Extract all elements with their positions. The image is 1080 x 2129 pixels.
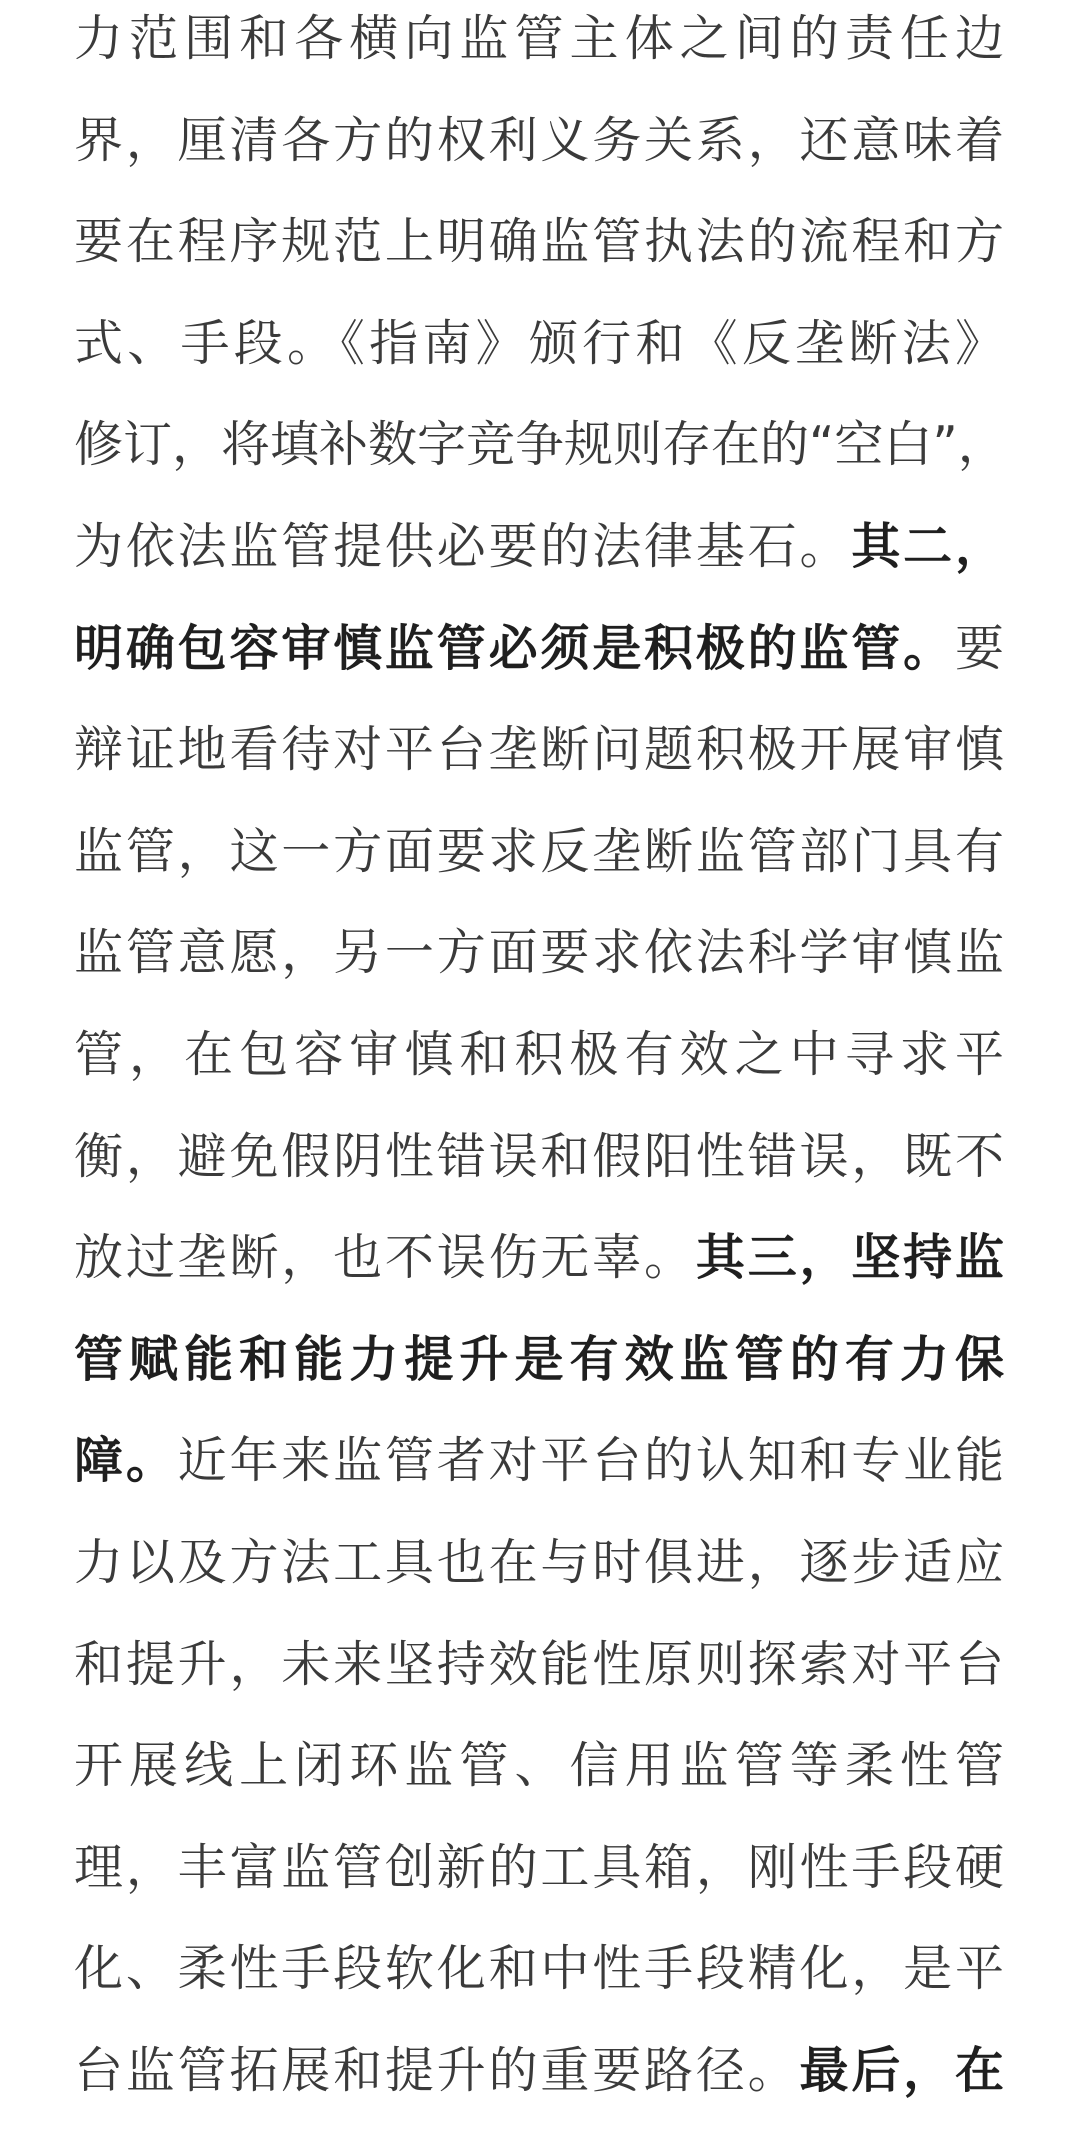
text-segment: 力范围和各横向监管主体之间的责任边 — [74, 10, 1004, 67]
bold-text-segment: 障。 — [74, 1432, 178, 1490]
text-line — [74, 1106, 1004, 1208]
text-segment: 理，丰富监管创新的工具箱，刚性手段硬 — [74, 1838, 1004, 1896]
text-line — [74, 902, 1004, 1004]
text-segment: 辩证地看待对平台垄断问题积极开展审慎 — [74, 721, 1004, 779]
text-line — [74, 1918, 1004, 2020]
text-segment: 放过垄断，也不误伤无辜。 — [74, 1229, 696, 1287]
text-line — [74, 1512, 1004, 1614]
text-line — [74, 1004, 1004, 1106]
text-segment: 为依法监管提供必要的法律基石。 — [74, 518, 852, 575]
text-line — [74, 598, 1004, 700]
text-segment: 要在程序规范上明确监管执法的流程和方 — [74, 213, 1004, 271]
bold-text-segment: 其二， — [851, 518, 1004, 575]
text-line — [74, 293, 1004, 395]
text-segment: 力以及方法工具也在与时俱进，逐步适应 — [74, 1534, 1004, 1591]
text-line — [74, 1715, 1004, 1817]
bold-text-segment: 其三，坚持监 — [695, 1229, 1004, 1287]
text-segment: 和提升，未来坚持效能性原则探索对平台 — [74, 1635, 1004, 1693]
text-segment: 式、手段。《指南》颁行和《反垄断法》 — [74, 314, 1004, 372]
text-line — [74, 496, 1004, 598]
text-line — [74, 699, 1004, 801]
text-segment: 界，厘清各方的权利义务关系，还意味着 — [74, 111, 1004, 169]
text-segment: 监管，这一方面要求反垄断监管部门具有 — [74, 822, 1004, 880]
text-line — [74, 1207, 1004, 1309]
text-segment: 监管意愿，另一方面要求依法科学审慎监 — [74, 924, 1004, 982]
text-segment: 修订，将填补数字竞争规则存在的“空白”， — [74, 416, 1007, 474]
text-segment: 台监管拓展和提升的重要路径。 — [74, 2042, 800, 2099]
text-segment: 要 — [954, 619, 1004, 677]
text-segment: 管，在包容审慎和积极有效之中寻求平 — [74, 1026, 1004, 1083]
text-line — [74, 191, 1004, 293]
text-line — [74, 801, 1004, 903]
text-line — [74, 2020, 1004, 2122]
text-line — [74, 1309, 1004, 1411]
text-segment: 衡，避免假阴性错误和假阳性错误，既不 — [74, 1127, 1004, 1185]
text-line — [74, 0, 1004, 90]
bold-text-segment: 最后，在 — [799, 2042, 1004, 2099]
text-line — [74, 90, 1004, 192]
text-line — [74, 1410, 1004, 1512]
bold-text-segment: 管赋能和能力提升是有效监管的有力保 — [74, 1330, 1004, 1388]
text-segment: 开展线上闭环监管、信用监管等柔性管 — [74, 1737, 1004, 1795]
text-segment: 近年来监管者对平台的认知和专业能 — [177, 1432, 1004, 1490]
text-segment: 化、柔性手段软化和中性手段精化，是平 — [74, 1940, 1004, 1998]
bold-text-segment: 明确包容审慎监管必须是积极的监管。 — [74, 619, 955, 677]
text-line — [74, 1614, 1004, 1716]
text-line — [74, 394, 1007, 496]
text-line — [74, 1817, 1004, 1919]
